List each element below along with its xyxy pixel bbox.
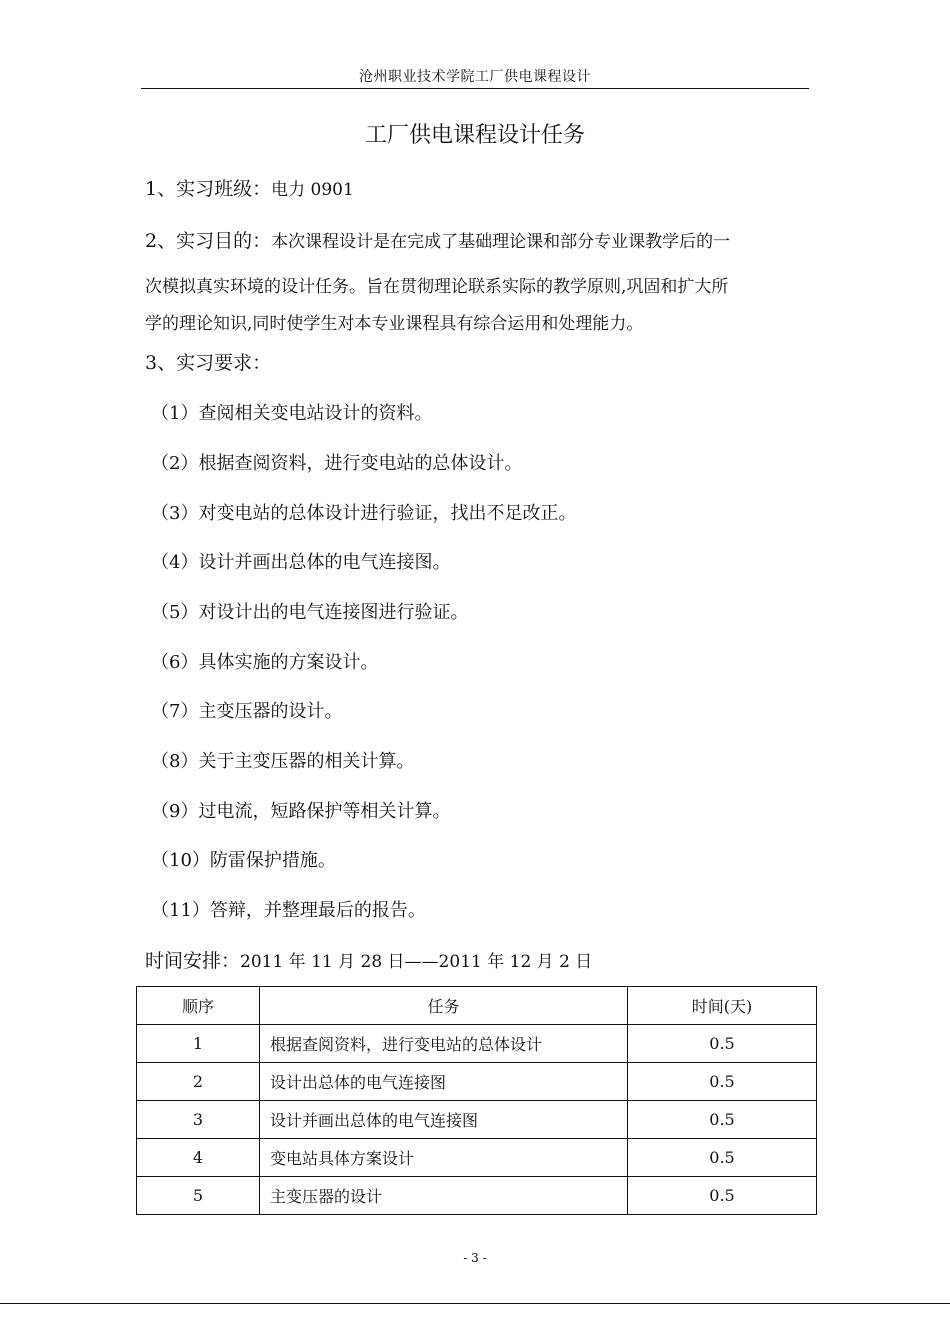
table-row [137, 1139, 817, 1177]
requirement-item: （10）防雷保护措施。 [151, 850, 336, 871]
row-task: 设计出总体的电气连接图 [260, 1063, 628, 1101]
row-time: 0.5 [628, 1025, 817, 1063]
schedule-label: 时间安排： [145, 950, 241, 972]
requirement-item: （6）具体实施的方案设计。 [151, 652, 379, 673]
class-info-line [145, 174, 354, 201]
row-task: 根据查阅资料，进行变电站的总体设计 [260, 1025, 628, 1063]
table-row [137, 1025, 817, 1063]
row-order: 2 [137, 1063, 260, 1101]
purpose-text-1: 本次课程设计是在完成了基础理论课和部分专业课教学后的一 [271, 232, 731, 252]
requirement-item: （4）设计并画出总体的电气连接图。 [151, 552, 451, 573]
purpose-line-1 [145, 226, 730, 253]
table-row [137, 1063, 817, 1101]
class-info-label: 1、实习班级： [145, 178, 272, 200]
header-task: 任务 [260, 987, 628, 1025]
requirement-item: （2）根据查阅资料，进行变电站的总体设计。 [151, 453, 523, 474]
row-task: 主变压器的设计 [260, 1177, 628, 1215]
purpose-text-2: 次模拟真实环境的设计任务。旨在贯彻理论联系实际的教学原则,巩固和扩大所 [145, 277, 729, 297]
requirement-item: （11）答辩，并整理最后的报告。 [151, 900, 426, 921]
table-row [137, 1101, 817, 1139]
requirement-item: （8）关于主变压器的相关计算。 [151, 751, 415, 772]
schedule-table [136, 986, 817, 1215]
document-title: 工厂供电课程设计任务 [364, 123, 585, 148]
table-row [137, 1177, 817, 1215]
requirement-item: （1）查阅相关变电站设计的资料。 [151, 403, 433, 424]
row-time: 0.5 [628, 1177, 817, 1215]
requirement-item: （9）过电流，短路保护等相关计算。 [151, 801, 451, 822]
row-task: 变电站具体方案设计 [260, 1139, 628, 1177]
page-header: 沧州职业技术学院工厂供电课程设计 [359, 69, 591, 85]
row-order: 1 [137, 1025, 260, 1063]
purpose-label: 2、实习目的： [145, 230, 272, 252]
row-order: 5 [137, 1177, 260, 1215]
page-number: - 3 - [463, 1251, 487, 1265]
purpose-text-3: 学的理论知识,同时使学生对本专业课程具有综合运用和处理能力。 [145, 314, 644, 334]
requirement-item: （3）对变电站的总体设计进行验证，找出不足改正。 [151, 503, 577, 524]
requirement-item: （5）对设计出的电气连接图进行验证。 [151, 602, 469, 623]
schedule-line [145, 946, 592, 973]
schedule-range: 2011 年 11 月 28 日——2011 年 12 月 2 日 [240, 952, 593, 972]
table-header-row [137, 987, 817, 1025]
requirements-label: 3、实习要求： [145, 352, 272, 374]
row-order: 3 [137, 1101, 260, 1139]
class-info-value: 电力 0901 [271, 180, 354, 200]
requirement-item: （7）主变压器的设计。 [151, 701, 343, 722]
row-task: 设计并画出总体的电气连接图 [260, 1101, 628, 1139]
footer-rule [0, 1303, 950, 1304]
header-order: 顺序 [137, 987, 260, 1025]
row-order: 4 [137, 1139, 260, 1177]
header-rule [141, 88, 809, 89]
row-time: 0.5 [628, 1101, 817, 1139]
header-time: 时间(天) [628, 987, 817, 1025]
row-time: 0.5 [628, 1063, 817, 1101]
row-time: 0.5 [628, 1139, 817, 1177]
